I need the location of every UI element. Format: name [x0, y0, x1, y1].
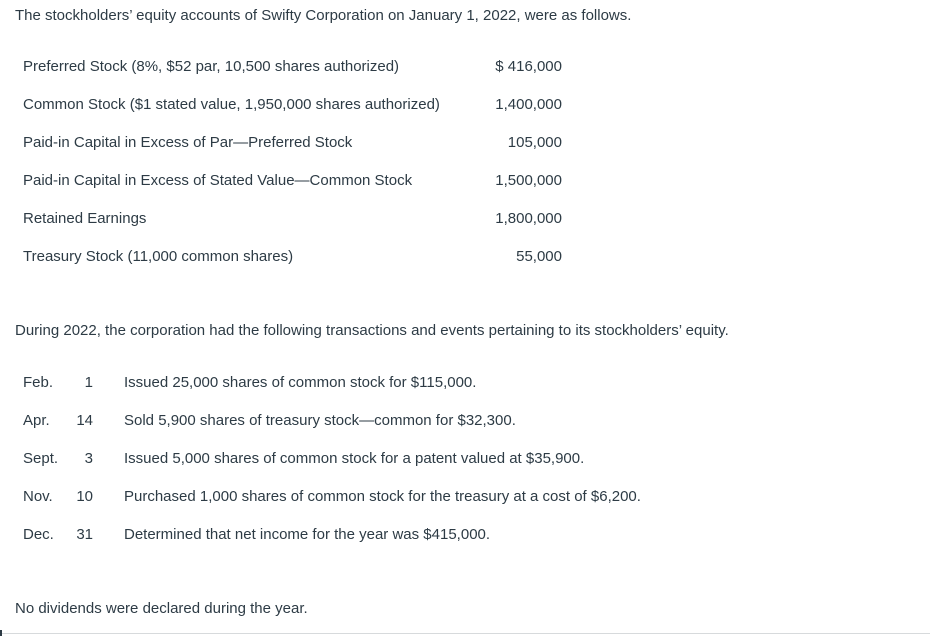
- transaction-month: Feb.: [23, 374, 54, 391]
- account-row-pic-preferred: [23, 133, 568, 171]
- transaction-description: Issued 5,000 shares of common stock for a patent valued at $35,900.: [124, 450, 585, 467]
- account-label: Common Stock ($1 stated value, 1,950,000 shares authorized): [23, 96, 440, 113]
- transaction-row: [23, 525, 723, 563]
- account-row-retained-earnings: [23, 209, 568, 247]
- transactions-intro-text: During 2022, the corporation had the following transactions and events pertaining to its stockholders’ equity.: [15, 322, 729, 339]
- bottom-divider: [0, 633, 930, 634]
- transaction-day: 14: [76, 412, 93, 429]
- account-amount: 1,800,000: [495, 210, 562, 227]
- transaction-day: 10: [76, 488, 93, 505]
- transaction-day: 31: [76, 526, 93, 543]
- account-row-pic-common: [23, 171, 568, 209]
- transaction-month: Sept.: [23, 450, 59, 467]
- account-label: Retained Earnings: [23, 210, 147, 227]
- corner-mark: [0, 630, 2, 636]
- account-label: Paid-in Capital in Excess of Par—Preferred Stock: [23, 134, 353, 151]
- equity-accounts-table: [23, 57, 568, 285]
- transaction-month: Dec.: [23, 526, 54, 543]
- account-label: Preferred Stock (8%, $52 par, 10,500 shares authorized): [23, 58, 400, 75]
- account-amount: 1,400,000: [495, 96, 562, 113]
- transaction-row: [23, 411, 723, 449]
- transaction-month: Nov.: [23, 488, 53, 505]
- dividends-note: No dividends were declared during the year.: [15, 600, 308, 617]
- transaction-row: [23, 449, 723, 487]
- transaction-day: 3: [84, 450, 93, 467]
- account-amount: $ 416,000: [495, 58, 562, 75]
- account-amount: 55,000: [516, 248, 562, 265]
- transaction-description: Sold 5,900 shares of treasury stock—common for $32,300.: [124, 412, 516, 429]
- transaction-description: Purchased 1,000 shares of common stock for the treasury at a cost of $6,200.: [124, 488, 641, 505]
- transaction-description: Issued 25,000 shares of common stock for $115,000.: [124, 374, 477, 391]
- account-row-treasury-stock: [23, 247, 568, 285]
- account-label: Treasury Stock (11,000 common shares): [23, 248, 294, 265]
- transaction-row: [23, 487, 723, 525]
- account-amount: 1,500,000: [495, 172, 562, 189]
- transactions-list: [23, 373, 723, 563]
- account-row-preferred-stock: [23, 57, 568, 95]
- intro-text: The stockholders’ equity accounts of Swifty Corporation on January 1, 2022, were as follows.: [15, 7, 632, 24]
- account-label: Paid-in Capital in Excess of Stated Value—Common Stock: [23, 172, 413, 189]
- transaction-description: Determined that net income for the year was $415,000.: [124, 526, 491, 543]
- transaction-month: Apr.: [23, 412, 50, 429]
- account-amount: 105,000: [507, 134, 562, 151]
- transaction-row: [23, 373, 723, 411]
- transaction-day: 1: [84, 374, 93, 391]
- account-row-common-stock: [23, 95, 568, 133]
